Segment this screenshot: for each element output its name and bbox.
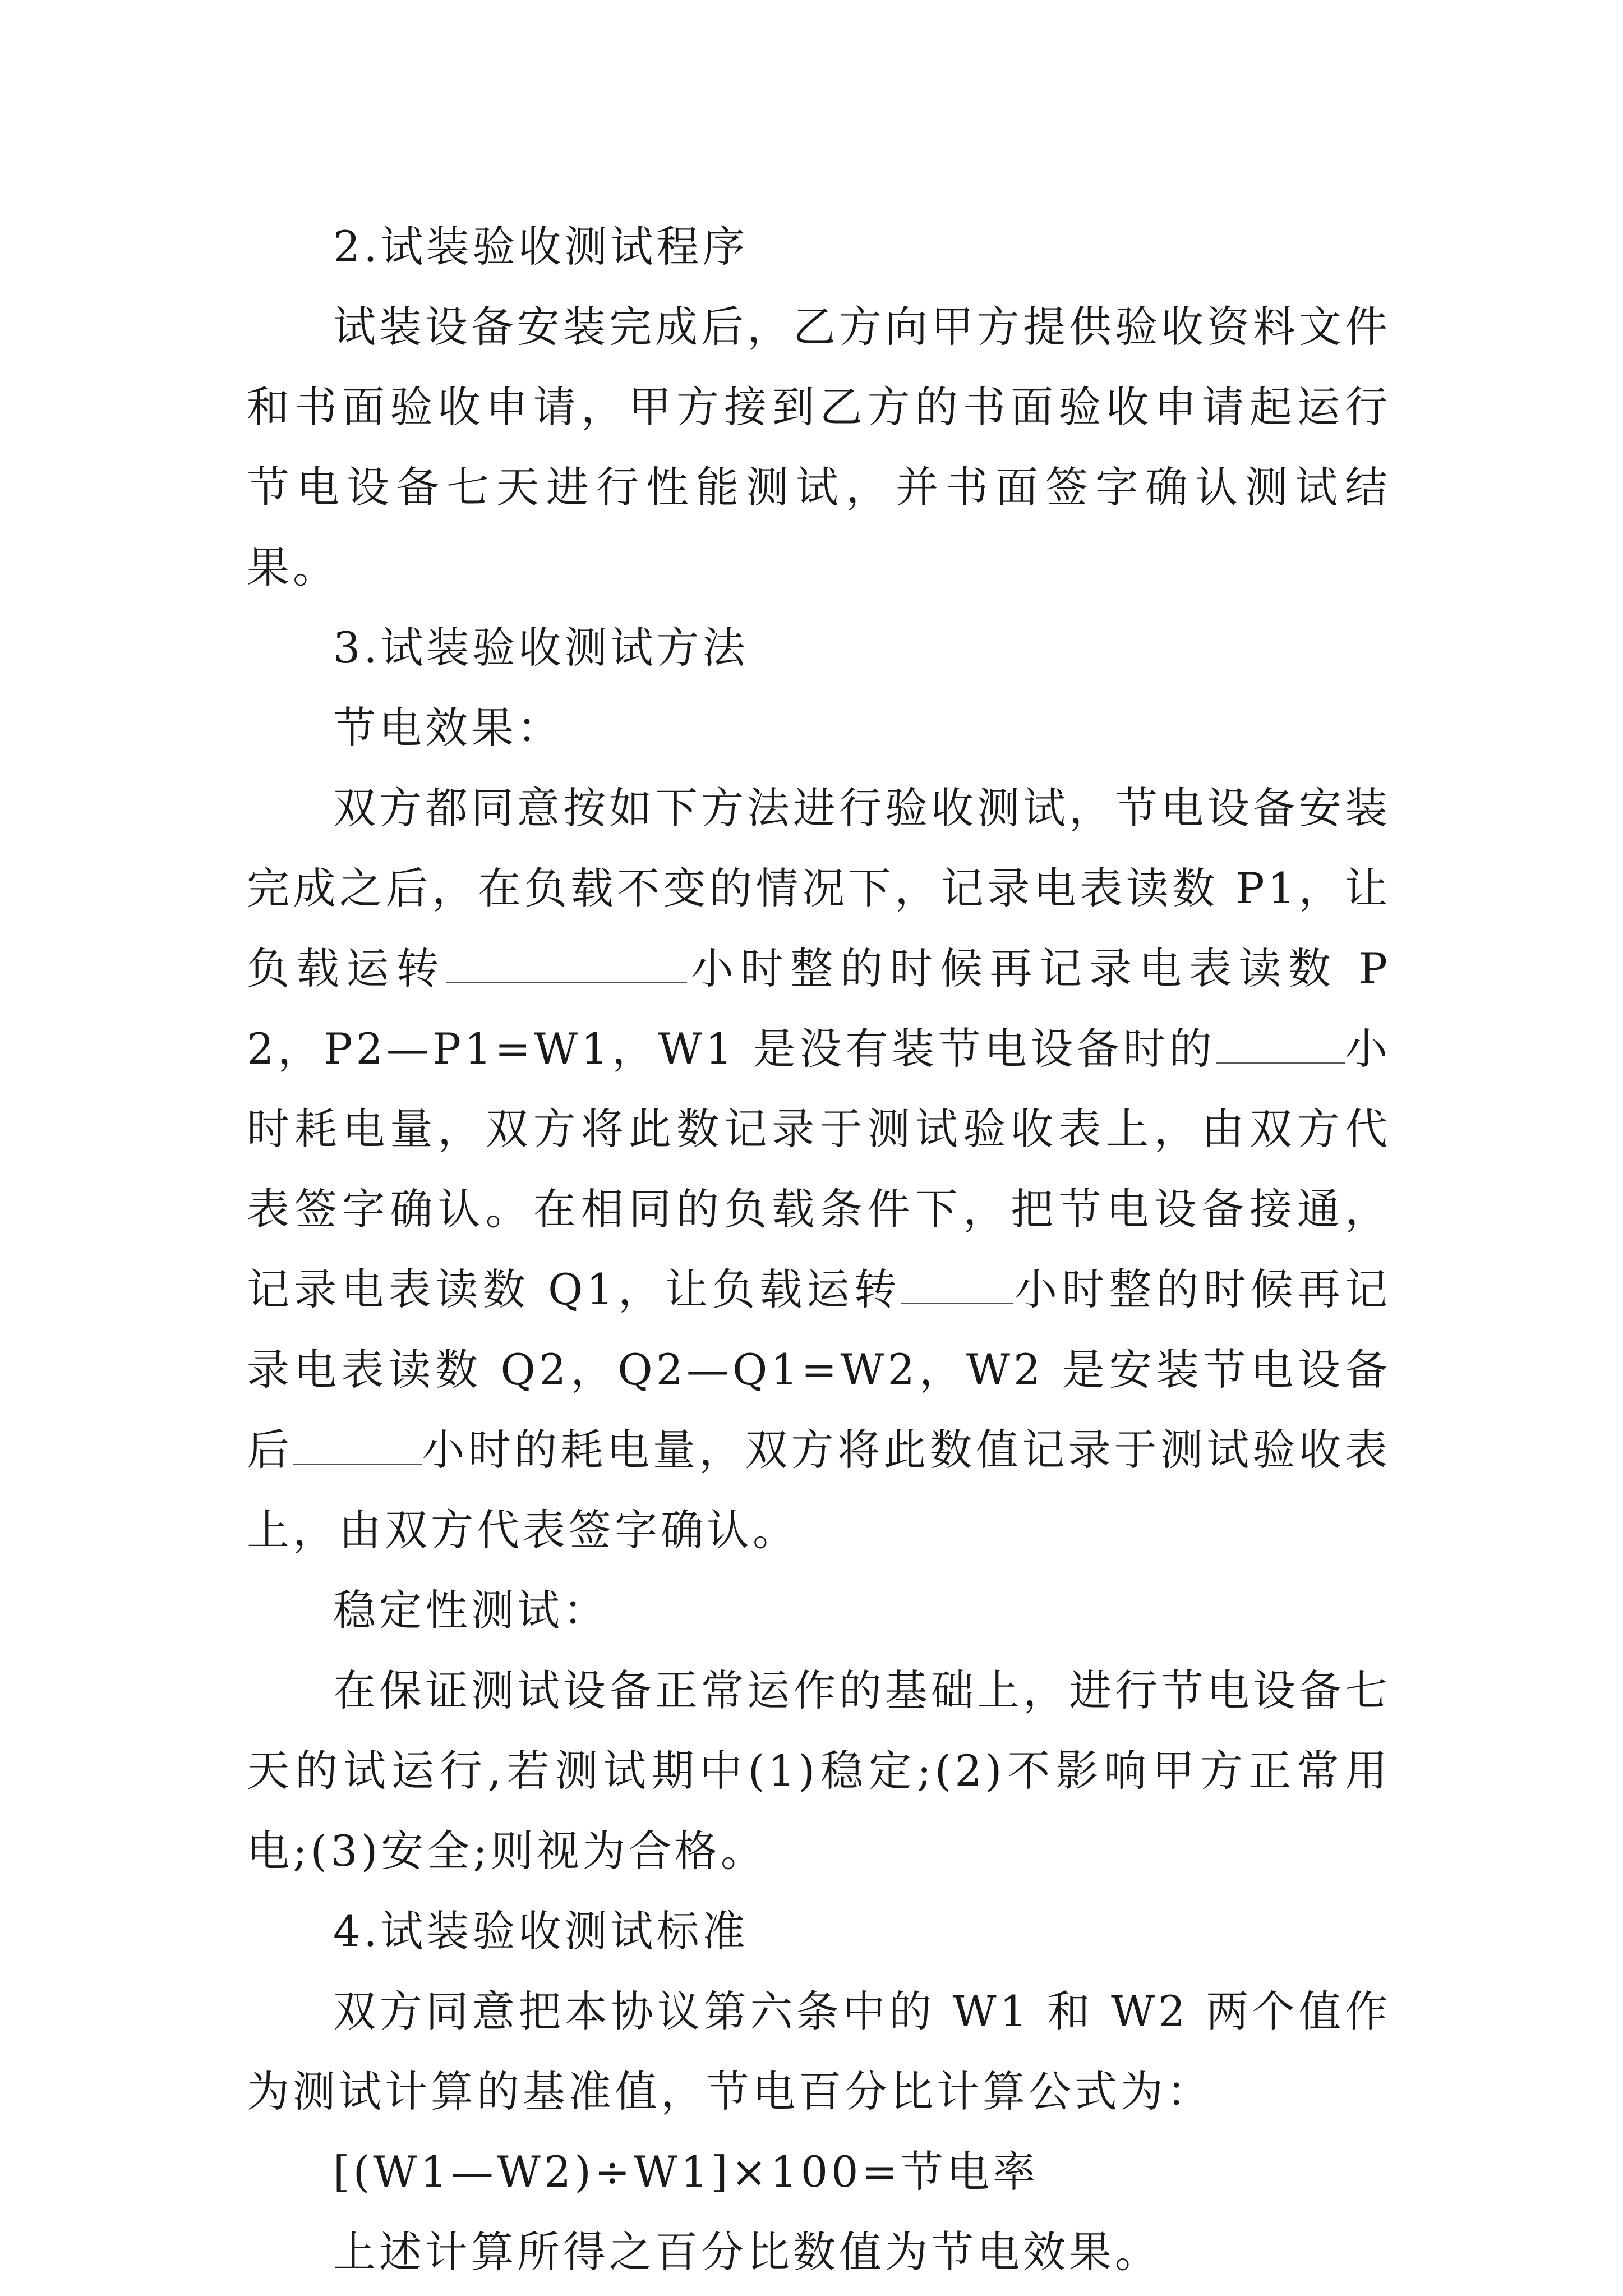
section-3-heading: 3.试装验收测试方法 (333, 623, 749, 673)
stability-paragraph: 在保证测试设备正常运作的基础上，进行节电设备七天的试运行,若测试期中(1)稳定;(2)不影响甲方正常用电;(3)安全;则视为合格。 (247, 1665, 1391, 1876)
stability-label: 稳定性测试： (333, 1585, 609, 1635)
section-4-heading: 4.试装验收测试标准 (333, 1906, 749, 1956)
document-body (247, 206, 1391, 2292)
standard-paragraph: 双方同意把本协议第六条中的 W1 和 W2 两个值作为测试计算的基准值，节电百分比计算公式为： (247, 1986, 1391, 2116)
test-method-paragraph (247, 768, 1391, 1570)
method-text-4: 小时整的时候再记录电表读数 Q2，Q2—Q1=W2，W2 是安装节电设备后 (247, 1264, 1391, 1475)
formula: [(W1—W2)÷W1]×100=节电率 (333, 2147, 1039, 2197)
section-2-paragraph: 试装设备安装完成后，乙方向甲方提供验收资料文件和书面验收申请，甲方接到乙方的书面验收申请起运行节电设备七天进行性能测试，并书面签字确认测试结果。 (247, 302, 1391, 592)
blank-hours-consumption-after (293, 1419, 422, 1465)
method-text-2: 小时整的时候再记录电表读数 P2，P2—P1=W1，W1 是没有装节电设备时的 (247, 944, 1391, 1074)
method-text-1: 双方都同意按如下方法进行验收测试，节电设备安装完成之后，在负载不变的情况下，记录电表读数 P1，让负载运转 (247, 783, 1391, 993)
section-2-heading: 2.试装验收测试程序 (333, 222, 749, 272)
blank-hours-after (901, 1258, 1013, 1304)
blank-hours-before (446, 937, 687, 983)
blank-hours-consumption-before (1216, 1018, 1345, 1064)
method-text-5: 小时的耗电量，双方将此数值记录于测试验收表上，由双方代表签字确认。 (247, 1425, 1391, 1555)
method-text-3: 小时耗电量，双方将此数记录于测试验收表上，由双方代表签字确认。在相同的负载条件下，把节电设备接通，记录电表读数 Q1，让负载运转 (247, 1024, 1391, 1314)
effect-label: 节电效果： (333, 703, 563, 753)
conclusion-paragraph: 上述计算所得之百分比数值为节电效果。 (333, 2227, 1161, 2277)
